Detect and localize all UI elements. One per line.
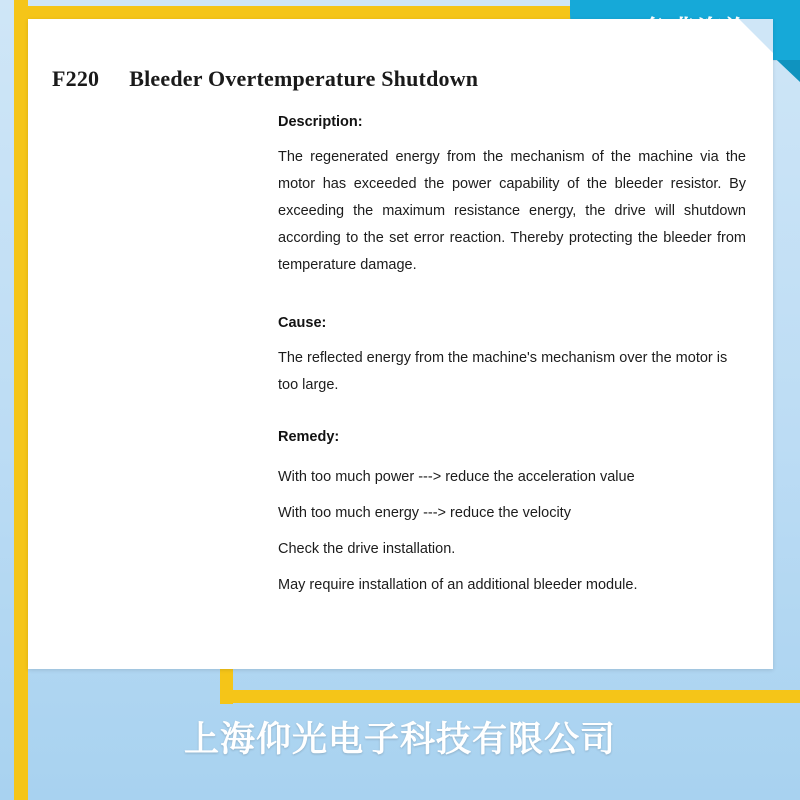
spacer: [278, 399, 746, 429]
cause-text: The reflected energy from the machine's mechanism over the motor is too large.: [278, 350, 728, 393]
page-title: [52, 66, 478, 92]
remedy-line: With too much energy ---> reduce the velocity: [278, 505, 571, 521]
remedy-heading: Remedy:: [278, 429, 340, 445]
document-sheet: [28, 19, 773, 669]
remedy-line: With too much power ---> reduce the acceleration value: [278, 469, 635, 485]
description-text: The regenerated energy from the mechanism of the machine via the motor has exceeded the power capability of the bleeder resistor. By exceeding the maximum resistance energy, the drive will shutdown according to the set error reaction. Thereby protecting the bleeder from temperature damage.: [278, 149, 746, 273]
frame-border-bottom: [220, 690, 800, 703]
error-code: F220: [52, 66, 100, 91]
company-name: 上海仰光电子科技有限公司: [183, 720, 616, 760]
remedy-line: Check the drive installation.: [278, 541, 456, 557]
document-body: [278, 114, 746, 603]
error-title: Bleeder Overtemperature Shutdown: [129, 66, 479, 91]
page-fold-corner: [739, 19, 773, 53]
cause-heading: Cause:: [278, 315, 327, 331]
spacer: [278, 279, 746, 315]
description-heading: Description:: [278, 114, 363, 130]
frame-border-top: [14, 6, 614, 19]
remedy-line: May require installation of an additional bleeder module.: [278, 577, 638, 593]
frame-border-left: [14, 0, 28, 800]
